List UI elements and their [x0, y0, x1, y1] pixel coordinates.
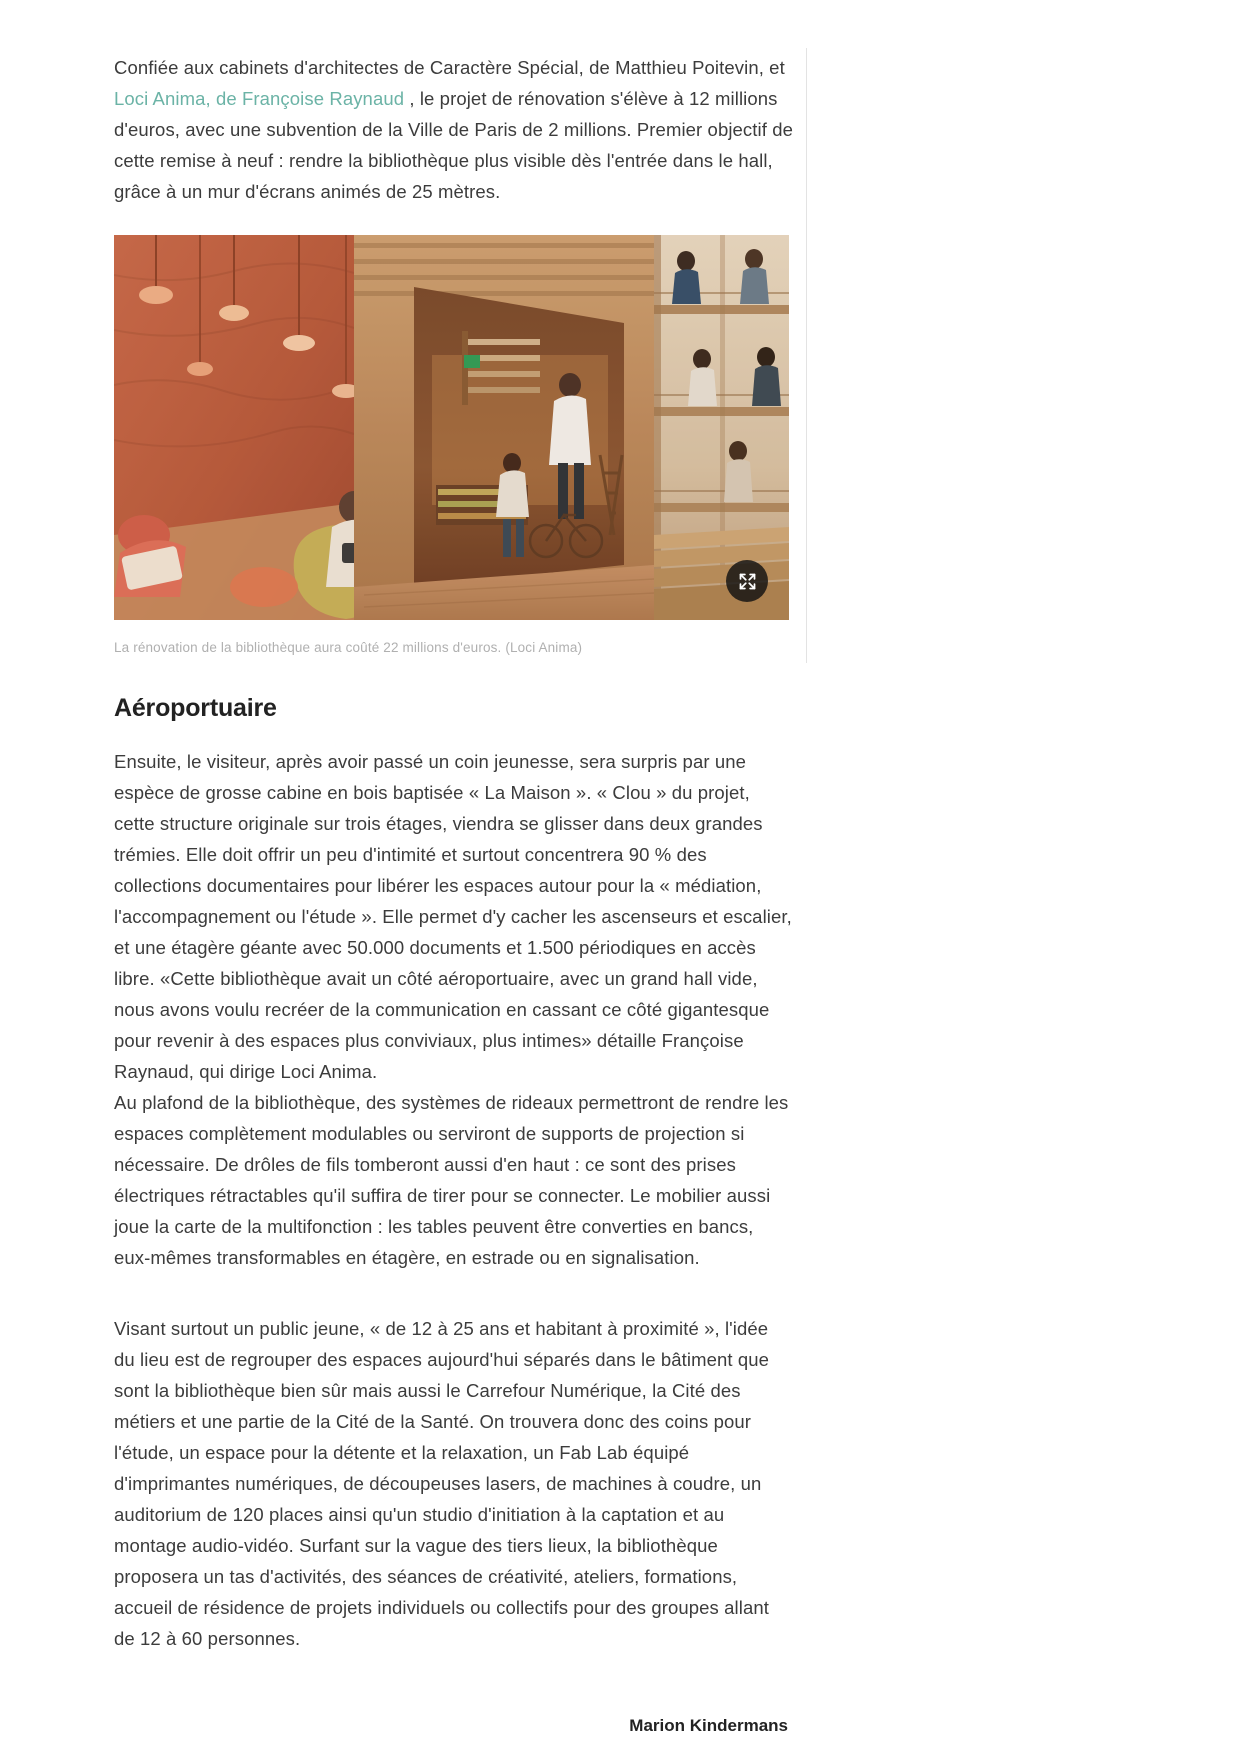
- article-byline: Marion Kindermans: [629, 1716, 788, 1735]
- lead-paragraph-part-2: , le projet de rénovation s'élève à 12 millions d'euros, avec une subvention de la Ville de Paris de 2 millions. Premier objectif de cette remise à neuf : rendre la bibliothèque plus visible dès l'entrée dans le hall, grâce à un mur d'écrans animés de 25 mètres.: [114, 88, 793, 202]
- column-divider: [806, 48, 807, 663]
- loci-anima-link[interactable]: Loci Anima, de Françoise Raynaud: [114, 88, 405, 109]
- paragraph-2: Au plafond de la bibliothèque, des systèmes de rideaux permettront de rendre les espaces complètement modulables ou serviront de supports de projection si nécessaire. De drôles de fils tomberont aussi d'en haut : ce sont des prises électriques rétractables qu'il suffira de tirer pour se connecter. Le mobilier aussi joue la carte de la multifonction : les tables peuvent être converties en bancs, eux-mêmes transformables en étagère, en estrade ou en signalisation.: [114, 1092, 789, 1268]
- section-heading: Aéroportuaire: [114, 694, 277, 722]
- article-body: [114, 52, 794, 1736]
- article-figure: [114, 235, 789, 658]
- paragraph-3: Visant surtout un public jeune, « de 12 à 25 ans et habitant à proximité », l'idée du lieu est de regrouper des espaces aujourd'hui séparés dans le bâtiment que sont la bibliothèque bien sûr mais aussi le Carrefour Numérique, la Cité des métiers et une partie de la Cité de la Santé. On trouvera donc des coins pour l'étude, un espace pour la détente et la relaxation, un Fab Lab équipé d'imprimantes numériques, de découpeuses lasers, de machines à coudre, un auditorium de 120 places ainsi qu'un studio d'initiation à la captation et au montage audio-vidéo. Surfant sur la vague des tiers lieux, la bibliothèque proposera un tas d'activités, des séances de créativité, ateliers, formations, accueil de résidence de projets individuels ou collectifs pour des groupes allant de 12 à 60 personnes.: [114, 1318, 770, 1649]
- article-photo[interactable]: [114, 235, 789, 620]
- lead-paragraph-part-1: Confiée aux cabinets d'architectes de Caractère Spécial, de Matthieu Poitevin, et: [114, 57, 785, 78]
- paragraph-1: Ensuite, le visiteur, après avoir passé un coin jeunesse, sera surpris par une espèce de grosse cabine en bois baptisée « La Maison ». « Clou » du projet, cette structure originale sur trois étages, viendra se glisser dans deux grandes trémies. Elle doit offrir un peu d'intimité et surtout concentrera 90 % des collections documentaires pour libérer les espaces autour pour la « médiation, l'accompagnement ou l'étude ». Elle permet d'y cacher les ascenseurs et escalier, et une étagère géante avec 50.000 documents et 1.500 périodiques en accès libre. «Cette bibliothèque avait un côté aéroportuaire, avec un grand hall vide, nous avons voulu recréer de la communication en cassant ce côté gigantesque pour revenir à des espaces plus conviviaux, plus intimes» détaille Françoise Raynaud, qui dirige Loci Anima.: [114, 751, 792, 1082]
- figure-caption: La rénovation de la bibliothèque aura coûté 22 millions d'euros. (Loci Anima): [114, 640, 583, 655]
- lead-paragraph: [114, 52, 794, 207]
- expand-arrows-icon[interactable]: [726, 560, 768, 602]
- paragraph-spacer: [114, 1291, 794, 1313]
